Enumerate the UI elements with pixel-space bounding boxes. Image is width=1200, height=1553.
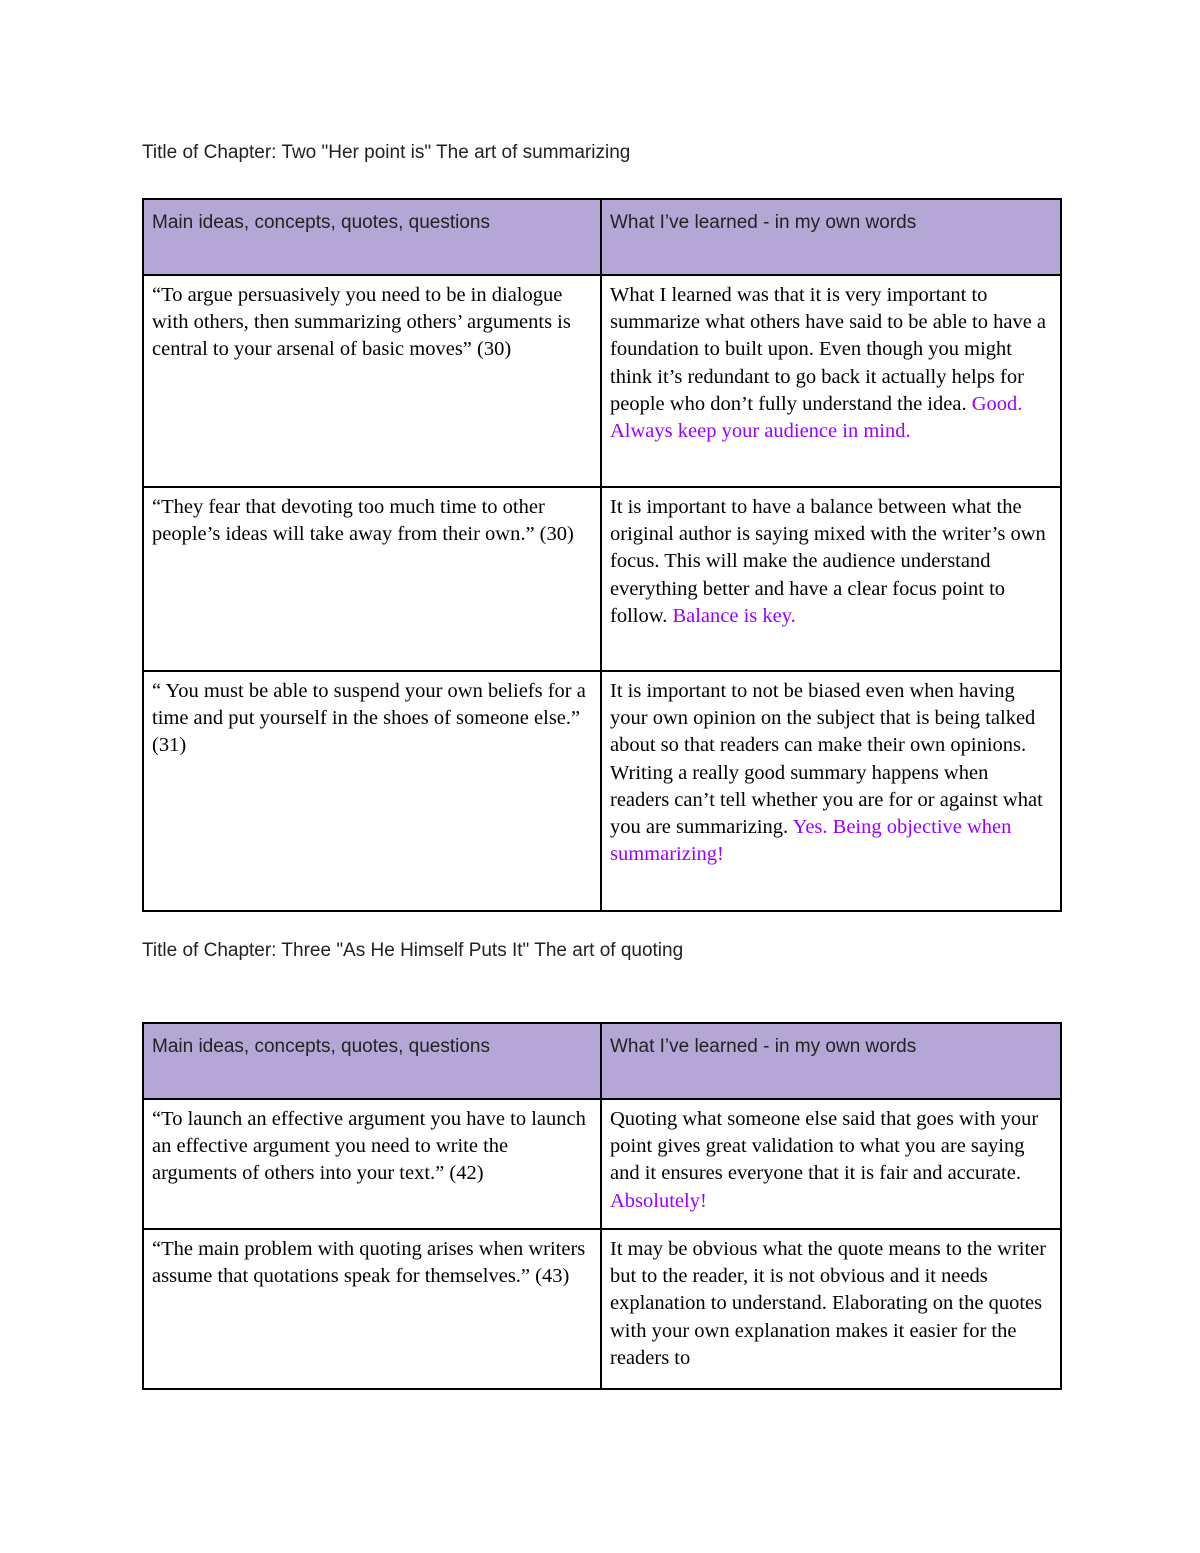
table-row bbox=[143, 1099, 1061, 1229]
quote-cell: “They fear that devoting too much time to other people’s ideas will take away from their own.” (30) bbox=[143, 487, 601, 671]
learned-text: Quoting what someone else said that goes with your point gives great validation to what you are saying and it ensures everyone that it is fair and accurate. bbox=[610, 1108, 1039, 1185]
chapter-three-title: Title of Chapter: Three "As He Himself Puts It" The art of quoting bbox=[142, 940, 684, 961]
quote-cell: “ You must be able to suspend your own beliefs for a time and put yourself in the shoes of someone else.” (31) bbox=[143, 671, 601, 911]
learned-cell bbox=[601, 275, 1061, 487]
quote-cell: “To argue persuasively you need to be in dialogue with others, then summarizing others’ arguments is central to your arsenal of basic moves” (30) bbox=[143, 275, 601, 487]
header-main-ideas: Main ideas, concepts, quotes, questions bbox=[143, 1023, 601, 1099]
teacher-feedback: Balance is key. bbox=[672, 604, 796, 627]
header-main-ideas: Main ideas, concepts, quotes, questions bbox=[143, 199, 601, 275]
table-row bbox=[143, 487, 1061, 671]
teacher-feedback: Good. Always keep your audience in mind. bbox=[610, 392, 1023, 443]
table-row bbox=[143, 275, 1061, 487]
quote-cell: “The main problem with quoting arises when writers assume that quotations speak for themselves.” (43) bbox=[143, 1229, 601, 1389]
learned-text: It may be obvious what the quote means to the writer but to the reader, it is not obvious and it needs explanation to understand. Elaborating on the quotes with your own explanation makes it easier for the readers to bbox=[610, 1238, 1047, 1369]
teacher-feedback: Absolutely! bbox=[610, 1189, 707, 1212]
learned-cell bbox=[601, 487, 1061, 671]
teacher-feedback: Yes. Being objective when summarizing! bbox=[610, 816, 1012, 866]
learned-cell bbox=[601, 1229, 1061, 1389]
table-row bbox=[143, 1229, 1061, 1389]
learned-cell bbox=[601, 1099, 1061, 1229]
table-header-row bbox=[143, 1023, 1061, 1099]
learned-cell bbox=[601, 671, 1061, 911]
header-what-learned: What I’ve learned - in my own words bbox=[601, 1023, 1061, 1099]
chapter-three-notes-table bbox=[142, 1022, 1062, 1390]
chapter-two-title: Title of Chapter: Two "Her point is" The art of summarizing bbox=[142, 142, 631, 163]
quote-cell: “To launch an effective argument you have to launch an effective argument you need to write the arguments of others into your text.” (42) bbox=[143, 1099, 601, 1229]
chapter-two-notes-table bbox=[142, 198, 1062, 912]
table-header-row bbox=[143, 199, 1061, 275]
learned-text: What I learned was that it is very important to summarize what others have said to be able to have a foundation to built upon. Even though you might think it’s redundant to go back it actually helps for people who don’t fully understand the idea. bbox=[610, 284, 1047, 415]
learned-text: It is important to have a balance between what the original author is saying mixed with the writer’s own focus. This will make the audience understand everything better and have a clear focus point to follow. bbox=[610, 496, 1046, 627]
table-row bbox=[143, 671, 1061, 911]
header-what-learned: What I’ve learned - in my own words bbox=[601, 199, 1061, 275]
learned-text: It is important to not be biased even when having your own opinion on the subject that is being talked about so that readers can make their own opinions. Writing a really good summary happens when readers can’t tell whether you are for or against what you are summarizing. bbox=[610, 680, 1043, 839]
